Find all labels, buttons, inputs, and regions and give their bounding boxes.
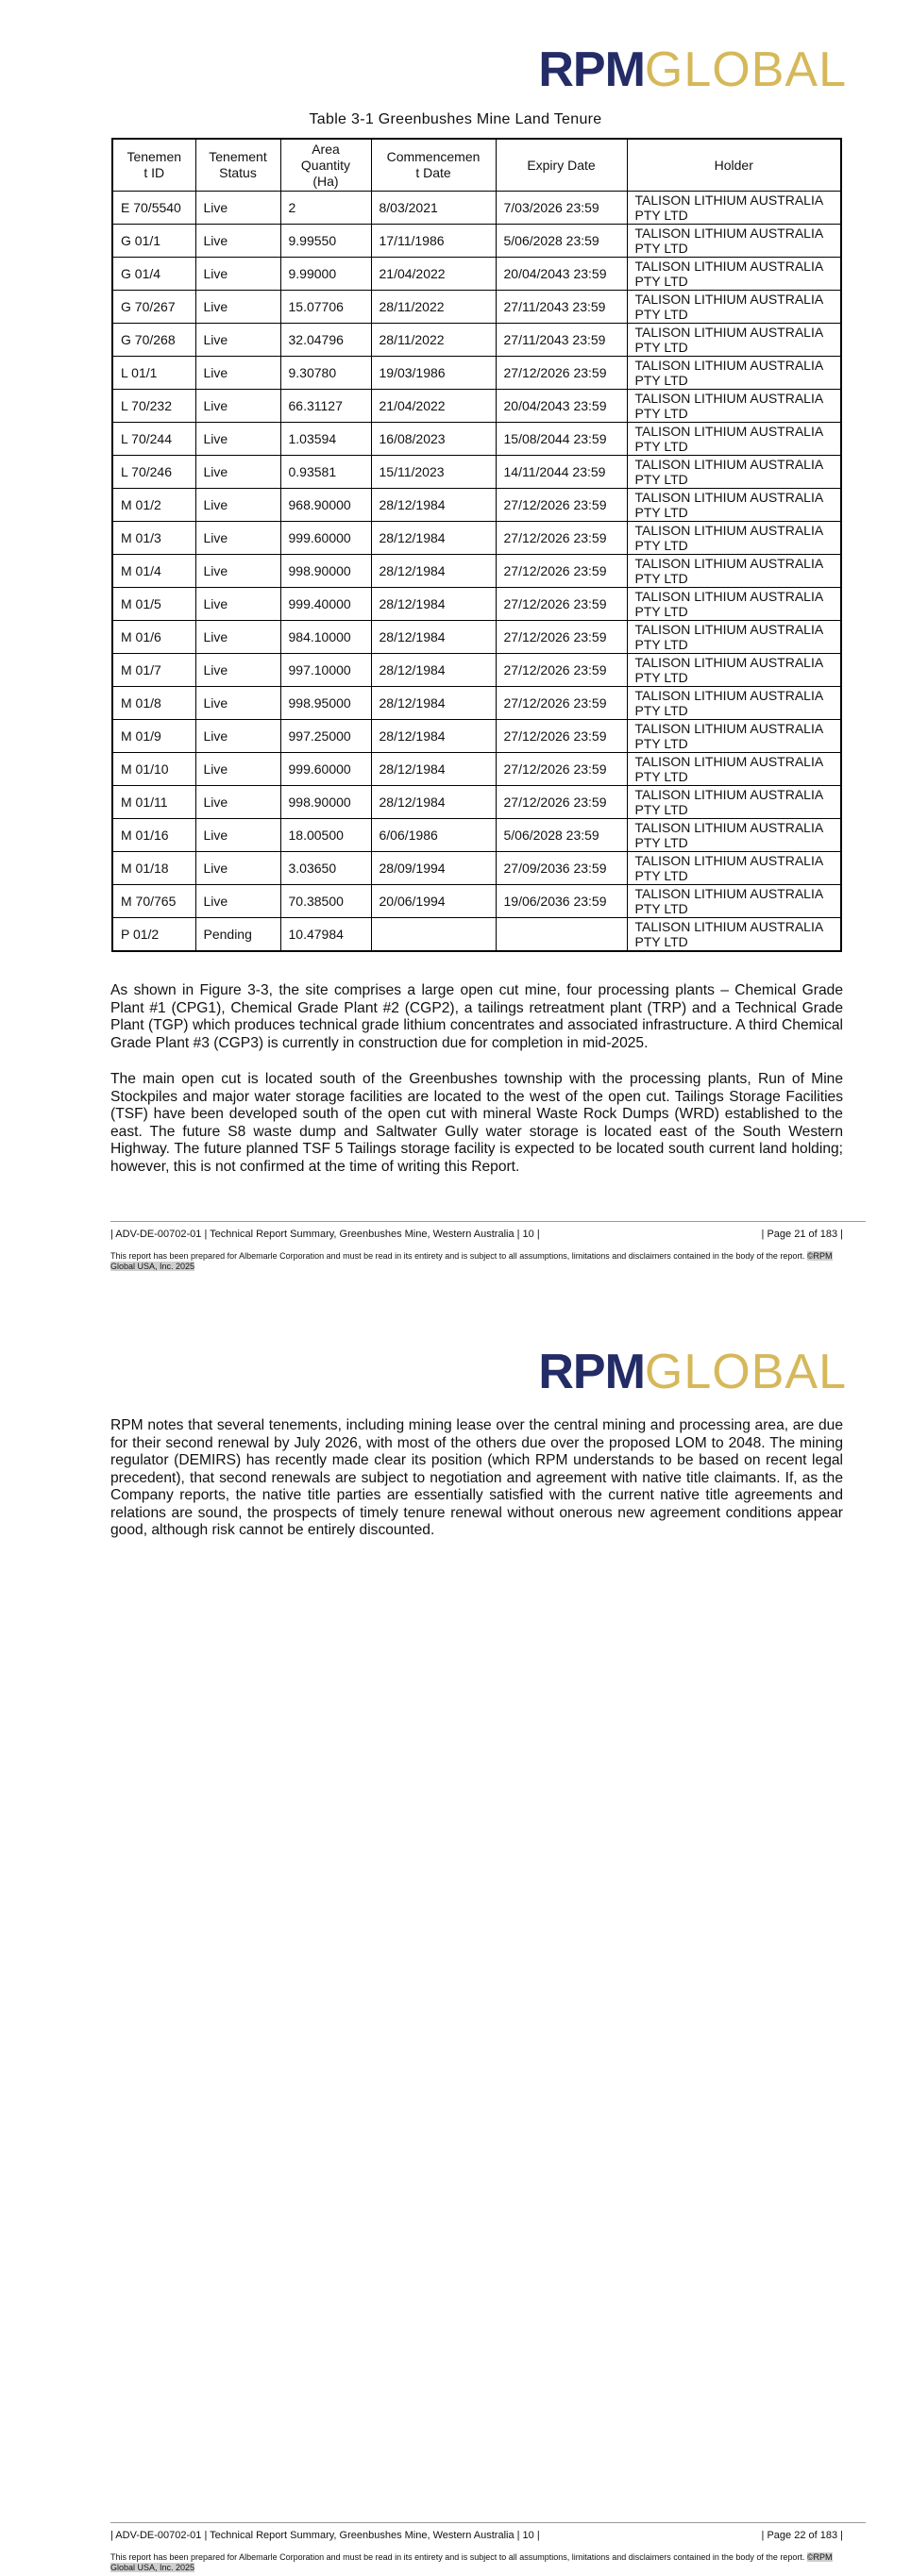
table-cell: 998.90000 xyxy=(280,555,371,588)
table-cell: Live xyxy=(195,819,280,852)
table-cell: Live xyxy=(195,720,280,753)
table-cell: Live xyxy=(195,225,280,258)
column-header: Area Quantity (Ha) xyxy=(280,139,371,192)
table-cell: 27/11/2043 23:59 xyxy=(496,324,627,357)
table-cell: Live xyxy=(195,324,280,357)
table-row xyxy=(112,786,841,819)
table-row xyxy=(112,423,841,456)
table-cell: M 01/4 xyxy=(112,555,195,588)
table-cell: P 01/2 xyxy=(112,918,195,952)
table-row xyxy=(112,753,841,786)
table-cell: 28/12/1984 xyxy=(371,489,496,522)
table-cell: 998.95000 xyxy=(280,687,371,720)
table-cell: Live xyxy=(195,654,280,687)
table-cell: 28/12/1984 xyxy=(371,687,496,720)
table-cell: M 01/11 xyxy=(112,786,195,819)
table-cell: 28/12/1984 xyxy=(371,654,496,687)
column-header: Holder xyxy=(627,139,841,192)
table-cell: 18.00500 xyxy=(280,819,371,852)
table-cell: G 70/267 xyxy=(112,291,195,324)
table-cell: TALISON LITHIUM AUSTRALIA PTY LTD xyxy=(627,588,841,621)
table-cell: 10.47984 xyxy=(280,918,371,952)
table-row xyxy=(112,621,841,654)
table-cell: 28/12/1984 xyxy=(371,753,496,786)
table-cell: L 01/1 xyxy=(112,357,195,390)
table-cell: 8/03/2021 xyxy=(371,192,496,225)
table-cell: 27/12/2026 23:59 xyxy=(496,522,627,555)
table-cell: M 01/7 xyxy=(112,654,195,687)
table-cell: M 01/16 xyxy=(112,819,195,852)
table-cell: 5/06/2028 23:59 xyxy=(496,225,627,258)
table-cell: G 01/4 xyxy=(112,258,195,291)
table-row xyxy=(112,918,841,952)
table-cell: 16/08/2023 xyxy=(371,423,496,456)
table-cell: M 01/8 xyxy=(112,687,195,720)
table-cell: TALISON LITHIUM AUSTRALIA PTY LTD xyxy=(627,423,841,456)
table-row xyxy=(112,324,841,357)
table-cell: 9.99000 xyxy=(280,258,371,291)
footer-divider xyxy=(110,1221,866,1222)
table-row xyxy=(112,819,841,852)
table-row xyxy=(112,456,841,489)
table-caption: Table 3-1 Greenbushes Mine Land Tenure xyxy=(309,111,602,127)
table-cell: 28/12/1984 xyxy=(371,621,496,654)
table-cell: Live xyxy=(195,357,280,390)
table-cell: Live xyxy=(195,456,280,489)
table-cell: 7/03/2026 23:59 xyxy=(496,192,627,225)
table-cell: TALISON LITHIUM AUSTRALIA PTY LTD xyxy=(627,225,841,258)
table-cell: 28/12/1984 xyxy=(371,720,496,753)
table-cell: TALISON LITHIUM AUSTRALIA PTY LTD xyxy=(627,753,841,786)
table-cell: 15/08/2044 23:59 xyxy=(496,423,627,456)
table-cell: M 70/765 xyxy=(112,885,195,918)
table-cell: TALISON LITHIUM AUSTRALIA PTY LTD xyxy=(627,258,841,291)
table-cell: 17/11/1986 xyxy=(371,225,496,258)
table-cell: TALISON LITHIUM AUSTRALIA PTY LTD xyxy=(627,192,841,225)
table-row xyxy=(112,489,841,522)
table-cell: 3.03650 xyxy=(280,852,371,885)
land-tenure-table xyxy=(111,138,842,952)
table-cell: 70.38500 xyxy=(280,885,371,918)
table-cell: 1.03594 xyxy=(280,423,371,456)
table-cell: TALISON LITHIUM AUSTRALIA PTY LTD xyxy=(627,456,841,489)
table-cell: TALISON LITHIUM AUSTRALIA PTY LTD xyxy=(627,687,841,720)
table-row xyxy=(112,225,841,258)
column-header: Tenemen t ID xyxy=(112,139,195,192)
table-row xyxy=(112,522,841,555)
table-cell: Live xyxy=(195,291,280,324)
footer-doc-reference: | ADV-DE-00702-01 | Technical Report Summary, Greenbushes Mine, Western Australia | 10 | xyxy=(110,2530,540,2541)
table-cell: Live xyxy=(195,786,280,819)
table-cell: 19/03/1986 xyxy=(371,357,496,390)
table-cell: 27/12/2026 23:59 xyxy=(496,489,627,522)
table-cell: 15/11/2023 xyxy=(371,456,496,489)
table-cell xyxy=(496,918,627,952)
table-cell: 997.25000 xyxy=(280,720,371,753)
table-cell: TALISON LITHIUM AUSTRALIA PTY LTD xyxy=(627,720,841,753)
table-cell: 28/12/1984 xyxy=(371,588,496,621)
table-cell: TALISON LITHIUM AUSTRALIA PTY LTD xyxy=(627,885,841,918)
table-cell: 28/11/2022 xyxy=(371,324,496,357)
table-cell: TALISON LITHIUM AUSTRALIA PTY LTD xyxy=(627,489,841,522)
table-cell: Live xyxy=(195,687,280,720)
paragraph-site-overview: As shown in Figure 3-3, the site comprises a large open cut mine, four processing plants – Chemical Grade Plant #1 (CPG1), Chemical Grade Plant #2 (CGP2), a tailings retreatment plant (TRP) and a Technical Grade Plant (TGP) which produces technical grade lithium concentrates and associated infrastructure. A third Chemical Grade Plant #3 (CGP3) is currently in construction due for completion in mid-2025. xyxy=(110,982,843,1051)
page-footer xyxy=(110,2522,843,2573)
table-body xyxy=(112,192,841,952)
table-cell: 27/12/2026 23:59 xyxy=(496,786,627,819)
table-cell: TALISON LITHIUM AUSTRALIA PTY LTD xyxy=(627,291,841,324)
table-cell: 27/11/2043 23:59 xyxy=(496,291,627,324)
table-cell: 28/12/1984 xyxy=(371,786,496,819)
table-cell: 9.99550 xyxy=(280,225,371,258)
table-cell: 9.30780 xyxy=(280,357,371,390)
table-row xyxy=(112,357,841,390)
table-cell: Live xyxy=(195,753,280,786)
table-cell: E 70/5540 xyxy=(112,192,195,225)
table-cell: TALISON LITHIUM AUSTRALIA PTY LTD xyxy=(627,621,841,654)
table-cell: 14/11/2044 23:59 xyxy=(496,456,627,489)
table-cell: 5/06/2028 23:59 xyxy=(496,819,627,852)
table-cell: 2 xyxy=(280,192,371,225)
table-cell: Live xyxy=(195,621,280,654)
table-cell: 27/12/2026 23:59 xyxy=(496,687,627,720)
table-cell: TALISON LITHIUM AUSTRALIA PTY LTD xyxy=(627,357,841,390)
table-cell: 28/12/1984 xyxy=(371,555,496,588)
table-cell: 27/12/2026 23:59 xyxy=(496,357,627,390)
rpm-global-logo: RPMGLOBAL xyxy=(538,42,847,97)
table-header-row xyxy=(112,139,841,192)
table-cell: M 01/6 xyxy=(112,621,195,654)
table-row xyxy=(112,291,841,324)
table-cell: TALISON LITHIUM AUSTRALIA PTY LTD xyxy=(627,918,841,952)
table-cell: Live xyxy=(195,258,280,291)
table-cell: 27/12/2026 23:59 xyxy=(496,753,627,786)
rpm-global-logo: RPMGLOBAL xyxy=(538,1345,847,1399)
table-cell: 32.04796 xyxy=(280,324,371,357)
table-cell: 998.90000 xyxy=(280,786,371,819)
table-cell: 66.31127 xyxy=(280,390,371,423)
table-cell: 27/12/2026 23:59 xyxy=(496,555,627,588)
column-header: Expiry Date xyxy=(496,139,627,192)
table-cell: M 01/3 xyxy=(112,522,195,555)
table-cell: 28/09/1994 xyxy=(371,852,496,885)
table-cell: Live xyxy=(195,192,280,225)
footer-disclaimer: This report has been prepared for Albemarle Corporation and must be read in its entirety and is subject to all assumptions, limitations and disclaimers contained in the body of the report. ©RPM Global USA, Inc. 2025 xyxy=(110,2552,833,2572)
table-row xyxy=(112,555,841,588)
table-cell: M 01/2 xyxy=(112,489,195,522)
table-cell: Live xyxy=(195,390,280,423)
table-row xyxy=(112,885,841,918)
table-cell: TALISON LITHIUM AUSTRALIA PTY LTD xyxy=(627,819,841,852)
table-cell: TALISON LITHIUM AUSTRALIA PTY LTD xyxy=(627,522,841,555)
table-cell: 27/12/2026 23:59 xyxy=(496,720,627,753)
table-cell: 20/04/2043 23:59 xyxy=(496,258,627,291)
table-row xyxy=(112,720,841,753)
table-cell: Live xyxy=(195,588,280,621)
table-cell: M 01/10 xyxy=(112,753,195,786)
table-cell: Live xyxy=(195,852,280,885)
footer-doc-reference: | ADV-DE-00702-01 | Technical Report Summary, Greenbushes Mine, Western Australia | 10 | xyxy=(110,1229,540,1240)
table-cell: 999.60000 xyxy=(280,522,371,555)
table-row xyxy=(112,654,841,687)
table-cell: 28/11/2022 xyxy=(371,291,496,324)
table-cell: 999.40000 xyxy=(280,588,371,621)
table-cell: 968.90000 xyxy=(280,489,371,522)
footer-disclaimer: This report has been prepared for Albemarle Corporation and must be read in its entirety and is subject to all assumptions, limitations and disclaimers contained in the body of the report. ©RPM Global USA, Inc. 2025 xyxy=(110,1251,833,1271)
table-cell: 0.93581 xyxy=(280,456,371,489)
table-cell: 27/12/2026 23:59 xyxy=(496,621,627,654)
table-cell: TALISON LITHIUM AUSTRALIA PTY LTD xyxy=(627,390,841,423)
table-cell xyxy=(371,918,496,952)
table-cell: L 70/246 xyxy=(112,456,195,489)
table-cell: Live xyxy=(195,885,280,918)
table-row xyxy=(112,390,841,423)
table-cell: 27/12/2026 23:59 xyxy=(496,588,627,621)
table-cell: 997.10000 xyxy=(280,654,371,687)
column-header: Commencemen t Date xyxy=(371,139,496,192)
table-cell: Live xyxy=(195,489,280,522)
table-cell: 21/04/2022 xyxy=(371,390,496,423)
table-row xyxy=(112,258,841,291)
table-cell: M 01/18 xyxy=(112,852,195,885)
paragraph-tenement-renewal: RPM notes that several tenements, including mining lease over the central mining and processing area, are due for their second renewal by July 2026, with most of the others due over the proposed LOM to 2048. The mining regulator (DEMIRS) has recently made clear its position (which RPM understands to be based on recent legal precedent), that second renewals are subject to negotiation and agreement with native title claimants. If, as the Company reports, the native title parties are essentially satisfied with the current native title agreements and relations are sound, the prospects of timely tenure renewal without onerous new agreement conditions appear good, although risk cannot be entirely discounted. xyxy=(110,1417,843,1538)
column-header: Tenement Status xyxy=(195,139,280,192)
table-cell: 999.60000 xyxy=(280,753,371,786)
table-cell: M 01/9 xyxy=(112,720,195,753)
table-cell: TALISON LITHIUM AUSTRALIA PTY LTD xyxy=(627,324,841,357)
table-cell: Pending xyxy=(195,918,280,952)
table-cell: TALISON LITHIUM AUSTRALIA PTY LTD xyxy=(627,654,841,687)
table-cell: L 70/232 xyxy=(112,390,195,423)
table-cell: 984.10000 xyxy=(280,621,371,654)
table-cell: M 01/5 xyxy=(112,588,195,621)
footer-divider xyxy=(110,2522,866,2523)
table-cell: 21/04/2022 xyxy=(371,258,496,291)
table-row xyxy=(112,687,841,720)
table-cell: 28/12/1984 xyxy=(371,522,496,555)
table-cell: 27/12/2026 23:59 xyxy=(496,654,627,687)
table-cell: 27/09/2036 23:59 xyxy=(496,852,627,885)
table-cell: 20/06/1994 xyxy=(371,885,496,918)
table-cell: TALISON LITHIUM AUSTRALIA PTY LTD xyxy=(627,786,841,819)
table-cell: TALISON LITHIUM AUSTRALIA PTY LTD xyxy=(627,555,841,588)
paragraph-open-cut-location: The main open cut is located south of the Greenbushes township with the processing plants, Run of Mine Stockpiles and major water storage facilities are located to the west of the open cut. Tailings Storage Facilities (TSF) have been developed south of the open cut with mineral Waste Rock Dumps (WRD) established to the east. The future S8 waste dump and Saltwater Gully water storage is located east of the South Western Highway. The future planned TSF 5 Tailings storage facility is expected to be located south current land holding; however, this is not confirmed at the time of writing this Report. xyxy=(110,1071,843,1175)
table-cell: 15.07706 xyxy=(280,291,371,324)
table-cell: 19/06/2036 23:59 xyxy=(496,885,627,918)
table-row xyxy=(112,192,841,225)
footer-page-number: | Page 21 of 183 | xyxy=(761,1229,843,1240)
table-cell: Live xyxy=(195,423,280,456)
table-row xyxy=(112,852,841,885)
table-row xyxy=(112,588,841,621)
table-cell: 20/04/2043 23:59 xyxy=(496,390,627,423)
table-cell: Live xyxy=(195,555,280,588)
table-cell: L 70/244 xyxy=(112,423,195,456)
table-cell: Live xyxy=(195,522,280,555)
table-cell: TALISON LITHIUM AUSTRALIA PTY LTD xyxy=(627,852,841,885)
page-footer xyxy=(110,1221,843,1272)
table-cell: G 70/268 xyxy=(112,324,195,357)
footer-page-number: | Page 22 of 183 | xyxy=(761,2530,843,2541)
table-cell: 6/06/1986 xyxy=(371,819,496,852)
table-cell: G 01/1 xyxy=(112,225,195,258)
